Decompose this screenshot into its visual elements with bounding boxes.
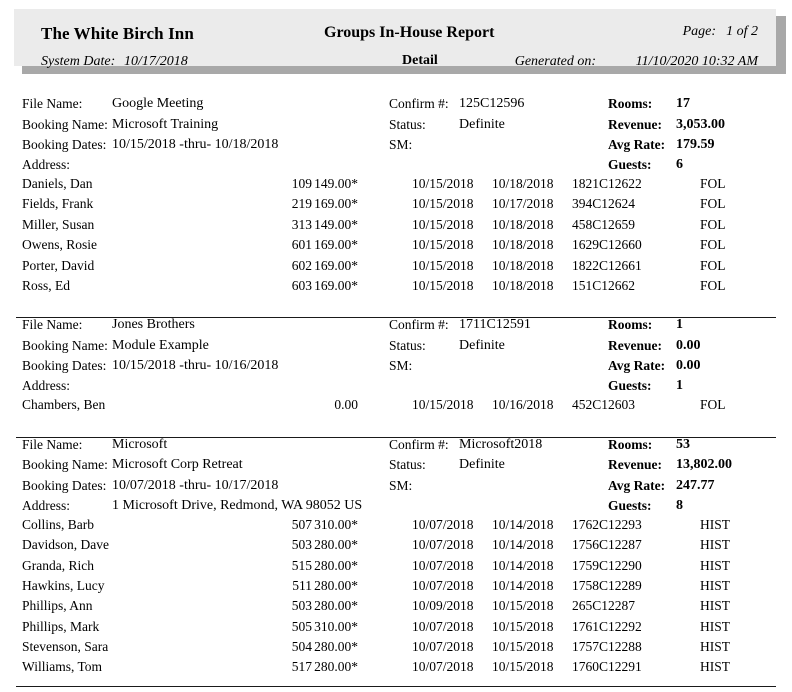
guest-departure-date: 10/14/2018 [492, 516, 554, 532]
guest-rate: 280.00* [314, 537, 358, 553]
label-avg-rate: Avg Rate: [608, 477, 666, 493]
guest-arrival-date: 10/15/2018 [412, 196, 474, 212]
guest-confirm-number: 151C12662 [572, 277, 636, 293]
value-rooms: 53 [676, 436, 690, 452]
guest-status: HIST [700, 516, 730, 532]
value-confirm-no: 1711C12591 [459, 317, 531, 333]
guest-room-number: 109 [291, 176, 312, 191]
guest-departure-date: 10/18/2018 [492, 277, 554, 293]
guest-confirm-number: 458C12659 [572, 216, 636, 232]
guest-rate: 280.00* [314, 577, 358, 593]
page-number-label: Page: [682, 24, 716, 39]
label-confirm-no: Confirm #: [389, 436, 449, 452]
guest-arrival-date: 10/07/2018 [412, 659, 474, 675]
label-avg-rate: Avg Rate: [608, 137, 666, 152]
label-address: Address: [22, 157, 70, 172]
guest-room-number: 219 [291, 196, 312, 212]
label-booking-name: Booking Name: [22, 337, 108, 353]
property-name: The White Birch Inn [41, 24, 194, 43]
value-rooms: 17 [676, 96, 690, 111]
table-row[interactable] [0, 598, 792, 618]
guest-room-number: 511 [292, 577, 312, 593]
guest-arrival-date: 10/15/2018 [412, 176, 474, 191]
guest-departure-date: 10/14/2018 [492, 577, 554, 593]
guest-departure-date: 10/18/2018 [492, 257, 554, 273]
guest-room-number: 505 [291, 618, 312, 634]
system-date-value: 10/17/2018 [124, 54, 188, 69]
guest-name: Chambers, Ben [22, 397, 106, 413]
label-status: Status: [389, 116, 426, 132]
guest-name: Ross, Ed [22, 277, 71, 293]
value-rooms: 1 [676, 317, 683, 333]
guest-confirm-number: 265C12287 [572, 598, 636, 614]
guest-rate: 149.00* [314, 176, 358, 191]
guest-room-number: 515 [291, 557, 312, 573]
guest-confirm-number: 1629C12660 [572, 237, 642, 253]
guest-confirm-number: 1759C12290 [572, 557, 642, 573]
guest-rate: 169.00* [314, 277, 358, 293]
guest-rate: 169.00* [314, 196, 358, 212]
guest-name: Fields, Frank [22, 196, 94, 212]
guest-arrival-date: 10/07/2018 [412, 618, 474, 634]
guest-room-number: 504 [291, 639, 312, 655]
guest-status: FOL [700, 176, 726, 191]
block-separator [16, 686, 776, 687]
label-guests: Guests: [608, 497, 652, 513]
label-confirm-no: Confirm #: [389, 317, 449, 333]
value-file-name: Microsoft [112, 436, 168, 452]
value-guests: 1 [676, 378, 683, 394]
booking-block [0, 437, 792, 680]
guest-name: Phillips, Ann [22, 598, 93, 614]
report-footer-rule-wrap [0, 680, 792, 692]
guest-status: HIST [700, 659, 730, 675]
table-row[interactable] [0, 558, 792, 578]
guest-status: HIST [700, 639, 730, 655]
guest-rate: 149.00* [314, 216, 358, 232]
guest-confirm-number: 1821C12622 [572, 176, 642, 191]
label-confirm-no: Confirm #: [389, 96, 449, 111]
guest-name: Owens, Rosie [22, 237, 97, 253]
value-guests: 6 [676, 157, 683, 172]
guest-arrival-date: 10/07/2018 [412, 577, 474, 593]
value-avg-rate: 247.77 [676, 477, 715, 493]
value-file-name: Google Meeting [112, 96, 204, 111]
table-row[interactable] [0, 537, 792, 557]
guest-room-number: 517 [291, 659, 312, 675]
label-guests: Guests: [608, 378, 652, 394]
label-rooms: Rooms: [608, 317, 653, 333]
guest-rate: 280.00* [314, 639, 358, 655]
report-body [0, 86, 792, 692]
guest-room-number: 503 [291, 598, 312, 614]
value-avg-rate: 179.59 [676, 137, 715, 152]
value-booking-name: Microsoft Training [112, 116, 219, 132]
value-guests: 8 [676, 497, 683, 513]
guest-rate: 169.00* [314, 237, 358, 253]
guest-arrival-date: 10/07/2018 [412, 537, 474, 553]
guest-arrival-date: 10/15/2018 [412, 277, 474, 293]
guest-rate: 280.00* [314, 557, 358, 573]
booking-summary [0, 96, 792, 176]
guest-room-number: 503 [291, 537, 312, 553]
value-confirm-no: Microsoft2018 [459, 436, 543, 452]
table-row[interactable] [0, 397, 792, 417]
guest-departure-date: 10/14/2018 [492, 557, 554, 573]
value-revenue: 13,802.00 [676, 457, 732, 473]
guest-room-number: 602 [291, 257, 312, 273]
system-date-label: System Date: [41, 54, 116, 69]
guest-arrival-date: 10/15/2018 [412, 237, 474, 253]
report-subtitle: Detail [402, 53, 438, 68]
label-file-name: File Name: [22, 96, 83, 111]
table-row[interactable] [0, 258, 792, 278]
label-booking-dates: Booking Dates: [22, 358, 107, 374]
label-guests: Guests: [608, 157, 652, 172]
guest-rate: 280.00* [314, 598, 358, 614]
label-rooms: Rooms: [608, 96, 653, 111]
label-booking-name: Booking Name: [22, 116, 108, 132]
table-row[interactable] [0, 578, 792, 598]
guest-rate: 310.00* [314, 618, 358, 634]
guest-room-number: 507 [291, 516, 312, 532]
table-row[interactable] [0, 217, 792, 237]
guest-status: FOL [700, 216, 726, 232]
guest-status: HIST [700, 577, 730, 593]
guest-list [0, 176, 792, 298]
guest-rate: 169.00* [314, 257, 358, 273]
guest-confirm-number: 1762C12293 [572, 516, 642, 532]
generated-on-value: 11/10/2020 10:32 AM [635, 54, 758, 69]
guest-departure-date: 10/18/2018 [492, 216, 554, 232]
guest-status: HIST [700, 557, 730, 573]
guest-departure-date: 10/15/2018 [492, 598, 554, 614]
guest-departure-date: 10/16/2018 [492, 397, 554, 413]
guest-status: FOL [700, 257, 726, 273]
guest-arrival-date: 10/15/2018 [412, 216, 474, 232]
guest-departure-date: 10/15/2018 [492, 639, 554, 655]
guest-confirm-number: 1758C12289 [572, 577, 642, 593]
guest-name: Porter, David [22, 257, 95, 273]
label-revenue: Revenue: [608, 337, 662, 353]
table-row[interactable] [0, 517, 792, 537]
guest-name: Williams, Tom [22, 659, 103, 675]
guest-status: HIST [700, 537, 730, 553]
guest-status: FOL [700, 237, 726, 253]
label-file-name: File Name: [22, 317, 83, 333]
value-booking-dates: 10/15/2018 -thru- 10/16/2018 [112, 358, 279, 374]
label-revenue: Revenue: [608, 116, 662, 132]
guest-status: FOL [700, 277, 726, 293]
value-booking-dates: 10/15/2018 -thru- 10/18/2018 [112, 137, 279, 152]
label-avg-rate: Avg Rate: [608, 358, 666, 374]
guest-arrival-date: 10/07/2018 [412, 557, 474, 573]
guest-confirm-number: 1756C12287 [572, 537, 642, 553]
guest-room-number: 601 [291, 237, 312, 253]
guest-arrival-date: 10/07/2018 [412, 516, 474, 532]
value-booking-name: Microsoft Corp Retreat [112, 457, 243, 473]
guest-confirm-number: 1761C12292 [572, 618, 642, 634]
label-sm: SM: [389, 477, 413, 493]
guest-status: HIST [700, 618, 730, 634]
label-sm: SM: [389, 137, 413, 152]
guest-name: Stevenson, Sara [22, 639, 109, 655]
guest-status: HIST [700, 598, 730, 614]
guest-name: Phillips, Mark [22, 618, 100, 634]
guest-name: Miller, Susan [22, 216, 95, 232]
value-booking-name: Module Example [112, 337, 209, 353]
label-sm: SM: [389, 358, 413, 374]
guest-rate: 280.00* [314, 659, 358, 675]
guest-departure-date: 10/15/2018 [492, 618, 554, 634]
value-status: Definite [459, 457, 505, 473]
table-row[interactable] [0, 619, 792, 639]
label-status: Status: [389, 337, 426, 353]
report-title: Groups In-House Report [324, 24, 495, 41]
guest-departure-date: 10/18/2018 [492, 237, 554, 253]
label-booking-dates: Booking Dates: [22, 137, 107, 152]
table-row[interactable] [0, 196, 792, 216]
guest-list [0, 397, 792, 417]
value-confirm-no: 125C12596 [459, 96, 525, 111]
guest-name: Hawkins, Lucy [22, 577, 105, 593]
guest-list [0, 517, 792, 680]
guest-room-number: 313 [291, 216, 312, 232]
guest-confirm-number: 1757C12288 [572, 639, 642, 655]
label-revenue: Revenue: [608, 457, 662, 473]
guest-arrival-date: 10/15/2018 [412, 257, 474, 273]
guest-status: FOL [700, 397, 726, 413]
guest-confirm-number: 1822C12661 [572, 257, 642, 273]
label-booking-dates: Booking Dates: [22, 477, 107, 493]
guest-departure-date: 10/17/2018 [492, 196, 554, 212]
guest-status: FOL [700, 196, 726, 212]
guest-departure-date: 10/18/2018 [492, 176, 554, 191]
value-avg-rate: 0.00 [676, 358, 701, 374]
guest-name: Davidson, Dave [22, 537, 109, 553]
table-row[interactable] [0, 278, 792, 298]
table-row[interactable] [0, 176, 792, 196]
value-address: 1 Microsoft Drive, Redmond, WA 98052 US [112, 497, 363, 513]
label-rooms: Rooms: [608, 436, 653, 452]
guest-name: Daniels, Dan [22, 176, 93, 191]
table-row[interactable] [0, 237, 792, 257]
guest-departure-date: 10/15/2018 [492, 659, 554, 675]
value-revenue: 0.00 [676, 337, 701, 353]
booking-summary [0, 437, 792, 517]
guest-arrival-date: 10/07/2018 [412, 639, 474, 655]
guest-departure-date: 10/14/2018 [492, 537, 554, 553]
guest-arrival-date: 10/09/2018 [412, 598, 474, 614]
booking-block [0, 96, 792, 298]
generated-on-label: Generated on: [514, 54, 596, 69]
guest-name: Collins, Barb [22, 516, 95, 532]
label-status: Status: [389, 457, 426, 473]
page-number-value: 1 of 2 [726, 24, 758, 39]
booking-summary [0, 317, 792, 397]
guest-confirm-number: 452C12603 [572, 397, 636, 413]
table-row[interactable] [0, 639, 792, 659]
value-revenue: 3,053.00 [676, 116, 725, 132]
guest-confirm-number: 394C12624 [572, 196, 636, 212]
guest-name: Granda, Rich [22, 557, 94, 573]
value-status: Definite [459, 337, 505, 353]
guest-rate: 310.00* [314, 516, 358, 532]
label-booking-name: Booking Name: [22, 457, 108, 473]
value-file-name: Jones Brothers [112, 317, 195, 333]
guest-arrival-date: 10/15/2018 [412, 397, 474, 413]
booking-block [0, 317, 792, 417]
label-address: Address: [22, 378, 70, 394]
value-status: Definite [459, 116, 505, 132]
report-header-band [14, 9, 776, 69]
label-address: Address: [22, 497, 70, 513]
guest-room-number: 603 [291, 277, 312, 293]
guest-rate: 0.00 [334, 397, 358, 413]
table-row[interactable] [0, 659, 792, 679]
guest-confirm-number: 1760C12291 [572, 659, 642, 675]
label-file-name: File Name: [22, 436, 83, 452]
value-booking-dates: 10/07/2018 -thru- 10/17/2018 [112, 477, 279, 493]
